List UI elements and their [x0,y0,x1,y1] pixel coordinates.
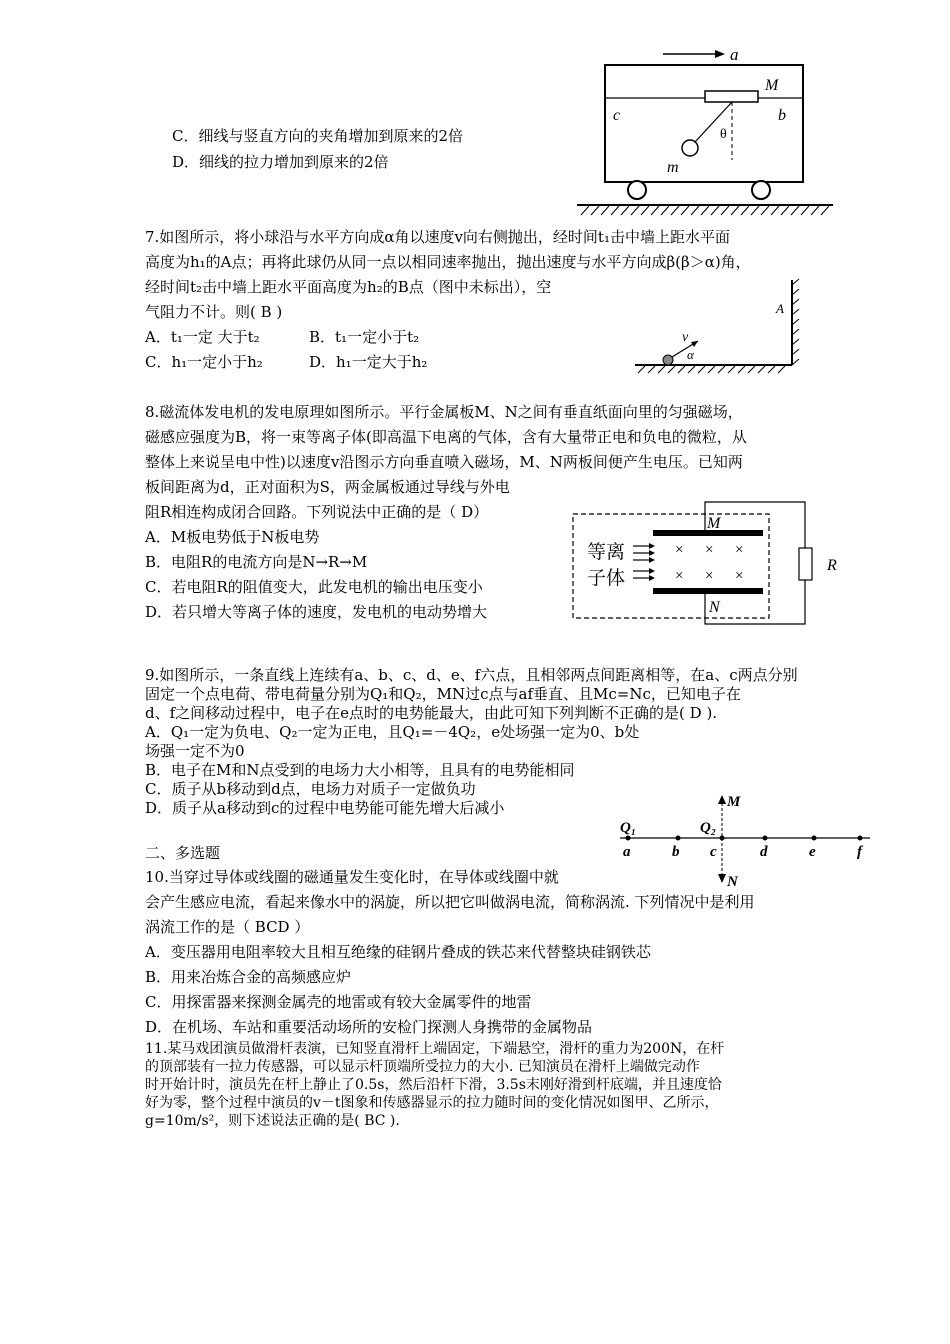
q2-label: Q₂ [700,820,717,836]
accel-label: a [730,45,739,64]
q9-line1: 9.如图所示，一条直线上连续有a、b、c、d、e、f六点，且相邻两点间距离相等，在a、c两点分别 [145,666,798,684]
n-arrowhead [718,874,726,883]
wall-b-label: b [778,107,786,124]
q10-option-b: B．用来冶炼合金的高频感应炉 [145,968,352,986]
q11-line3: 时开始计时，演员先在杆上静止了0.5s，然后沿杆下滑，3.5s末刚好滑到杆底端，并且速度恰 [145,1077,722,1093]
resistor [799,548,812,580]
accel-arrowhead [715,50,725,58]
q9-line2: 固定一个点电荷、带电荷量分别为Q₁和Q₂，MN过c点与af垂直、且Mc=Nc，已知电子在 [145,685,741,703]
m-label: M [727,794,741,810]
svg-text:b: b [672,844,680,860]
svg-text:f: f [857,844,862,860]
section-title: 二、多选题 [145,844,221,862]
q8-line3: 整体上来说呈电中性)以速度v沿图示方向垂直喷入磁场，M、N两板间便产生电压。已知两 [145,453,743,471]
cart-figure [575,40,835,218]
q8-option-c: C．若电阻R的阻值变大，此发电机的输出电压变小 [145,578,483,596]
q10-option-c: C．用探雷器来探测金属壳的地雷或有较大金属零件的地雷 [145,993,532,1011]
charges-figure [612,790,882,890]
point-a-label: A [776,301,784,316]
wall-hatching [792,279,799,365]
q7-option-a: A．t₁一定 大于t₂ [145,328,260,346]
q6-option-c: C．细线与竖直方向的夹角增加到原来的2倍 [172,127,464,145]
q9-option-a1: A．Q₁一定为负电、Q₂一定为正电，且Q₁=－4Q₂，e处场强一定为0、b处 [145,723,640,741]
wheel-right [752,181,770,199]
plate-m-label: M [707,515,721,532]
q10-line2: 会产生感应电流，看起来像水中的涡旋，所以把它叫做涡电流，简称涡流. 下列情况中是利用 [145,893,755,911]
angle-theta: θ [720,127,727,142]
plasma-arrowheads [649,543,655,581]
ball [663,355,673,365]
q10-option-a: A．变压器用电阻率较大且相互绝缘的硅钢片叠成的铁芯来代替整块硅钢铁芯 [145,943,651,961]
generator-figure [565,500,855,630]
q8-option-d: D．若只增大等离子体的速度，发电机的电动势增大 [145,603,488,621]
q7-line2: 高度为h₁的A点；再将此球仍从同一点以相同速率抛出，抛出速度与水平方向成β(β＞α)角， [145,253,751,271]
q7-line3: 经时间t₂击中墙上距水平面高度为h₂的B点（图中未标出），空 [145,278,552,296]
m-arrowhead [718,795,726,804]
q9-line3: d、f之间移动过程中，电子在e点时的电势能最大，由此可知下列判断不正确的是( D ). [145,704,718,722]
q1-label: Q₁ [620,820,637,836]
floor-hatching [638,366,785,373]
angle-alpha: α [687,347,694,362]
q11-line1: 11.某马戏团演员做滑杆表演，已知竖直滑杆上端固定，下端悬空，滑杆的重力为200N，在杆 [145,1041,725,1057]
svg-text:×: × [735,542,744,558]
q11-line2: 的顶部装有一拉力传感器，可以显示杆顶端所受拉力的大小. 已知演员在滑杆上端做完动作 [145,1059,700,1075]
q8-line4: 板间距离为d，正对面积为S，两金属板通过导线与外电 [145,478,510,496]
ground-hatching [581,206,829,215]
q7-line4: 气阻力不计。则( B ) [145,303,283,321]
q8-line1: 8.磁流体发电机的发电原理如图所示。平行金属板M、N之间有垂直纸面向里的匀强磁场， [145,403,743,421]
svg-text:×: × [675,542,684,558]
block-m-big [705,91,758,102]
svg-text:e: e [809,844,816,860]
q7-option-d: D．h₁一定大于h₂ [309,353,428,371]
q10-line3: 涡流工作的是（ BCD ） [145,918,310,936]
plasma-arrows [633,546,649,578]
q9-option-c: C．质子从b移动到d点，电场力对质子一定做负功 [145,780,476,798]
q10-line1: 10.当穿过导体或线圈的磁通量发生变化时，在导体或线圈中就 [145,868,559,886]
q11-line4: 好为零，整个过程中演员的v－t图象和传感器显示的拉力随时间的变化情况如图甲、乙所示， [145,1095,719,1111]
plasma-label-2: 子体 [587,568,626,589]
n-label: N [727,874,738,890]
q8-option-a: A．M板电势低于N板电势 [145,528,320,546]
svg-text:×: × [675,568,684,584]
q7-option-b: B．t₁一定小于t₂ [309,328,420,346]
field-region [573,514,769,618]
point-labels [623,844,864,860]
q8-line5: 阻R相连构成闭合回路。下列说法中正确的是（ D） [145,503,489,521]
q8-option-b: B．电阻R的电流方向是N→R→M [145,553,368,571]
q6-option-d: D．细线的拉力增加到原来的2倍 [172,153,389,171]
svg-text:d: d [760,844,768,860]
magnetic-field-crosses [675,542,743,584]
plate-n-label: N [709,599,720,616]
q8-line2: 磁感应强度为B，将一束等离子体(即高温下电离的气体，含有大量带正电和负电的微粒，从 [145,428,747,446]
svg-text:×: × [735,568,744,584]
q7-line1: 7.如图所示，将小球沿与水平方向成α角以速度v向右侧抛出，经时间t₁击中墙上距水平面 [145,228,730,246]
velocity-label: v [682,330,689,345]
svg-text:×: × [705,542,714,558]
wall-c-label: c [613,107,621,124]
q9-option-d: D．质子从a移动到c的过程中电势能可能先增大后减小 [145,799,505,817]
q9-option-b: B．电子在M和N点受到的电场力大小相等，且具有的电势能相同 [145,761,575,779]
wheel-left [628,181,646,199]
ball-m [682,140,698,156]
q7-option-c: C．h₁一定小于h₂ [145,353,263,371]
q11-line5: g=10m/s²，则下述说法正确的是( BC ). [145,1113,400,1129]
plasma-label-1: 等离 [587,542,626,563]
resistor-label: R [827,557,837,574]
q10-option-d: D．在机场、车站和重要活动场所的安检门探测人身携带的金属物品 [145,1018,593,1036]
svg-text:c: c [710,844,717,860]
mass-big-label: M [765,77,779,94]
plate-n [653,588,763,594]
svg-text:×: × [705,568,714,584]
mass-small-label: m [667,159,679,176]
svg-text:a: a [623,844,631,860]
projectile-figure [630,275,805,375]
q9-option-a2: 场强一定不为0 [145,742,245,760]
